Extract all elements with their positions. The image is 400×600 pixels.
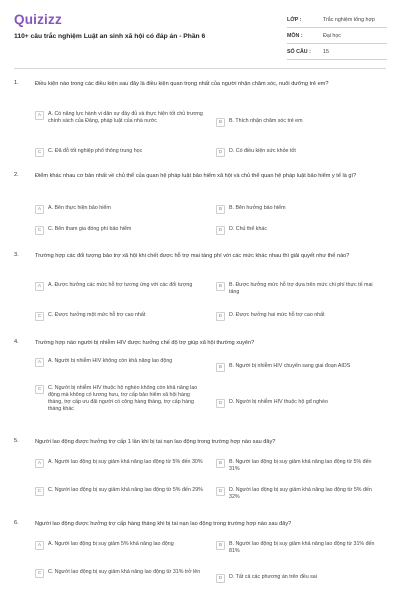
option-a[interactable] [35, 282, 205, 291]
meta-info-table [287, 12, 387, 60]
option-text: A. Bên thực hiện bảo hiểm [48, 205, 111, 211]
option-text: C. Người bị nhiễm HIV thuộc hộ nghèo không còn khả năng lao động mà không có lương hưu, trợ cấp bảo hiểm xã hội hàng tháng, trợ cấp ưu đãi người có công hàng tháng, trợ cấp hàng tháng khác [48, 385, 198, 412]
option-text: C. Bên tham gia đóng phí bảo hiểm [48, 226, 132, 232]
option-d[interactable] [216, 226, 381, 235]
option-text: B. Người bị nhiễm HIV chuyển sang giai đoạn AIDS [229, 363, 351, 369]
option-c[interactable] [35, 569, 205, 578]
option-a[interactable] [35, 111, 205, 125]
option-c[interactable] [35, 312, 205, 321]
option-letter-box: D [216, 312, 225, 321]
option-a[interactable] [35, 459, 205, 468]
option-letter-box: C [35, 385, 44, 394]
option-text: B. Thích nhận chăm sóc trẻ em [229, 118, 303, 124]
option-text: D. Tất cả các phương án trên đều sai [229, 574, 317, 580]
option-letter-box: B [216, 459, 225, 468]
option-letter-box: A [35, 205, 44, 214]
option-letter-box: C [35, 226, 44, 235]
option-letter-box: C [35, 312, 44, 321]
option-d[interactable] [216, 399, 381, 408]
meta-row-class [287, 12, 387, 28]
option-text: C. Người lao động bị suy giảm khả năng lao động từ 31% trở lên [48, 569, 201, 575]
meta-value: Đại học [323, 32, 341, 39]
option-text: A. Được hưởng các mức hỗ trợ tương ứng với các đối tượng [48, 282, 193, 288]
question-text: Điều kiện nào trong các điều kiện sau đây là điều kiện quan trọng nhất của người nhận chăm sóc, nuôi dưỡng trẻ em? [35, 81, 329, 87]
question-number: 2. [14, 172, 19, 178]
option-c[interactable] [35, 148, 205, 157]
option-b[interactable] [216, 459, 381, 473]
option-text: A. Người lao động bị suy giảm khả năng lao động từ 5% đến 30% [48, 459, 203, 465]
option-letter-box: D [216, 399, 225, 408]
question-text: Trường hợp nào người bị nhiễm HIV được hưởng chế độ trợ giúp xã hội thường xuyên? [35, 340, 255, 346]
question-3 [14, 252, 386, 328]
option-b[interactable] [216, 363, 381, 372]
question-number: 5. [14, 438, 19, 444]
option-letter-box: A [35, 459, 44, 468]
option-text: B. Được hưởng mức hỗ trợ dựa trên mức chi phí thực tế mai táng [229, 282, 373, 295]
option-letter-box: A [35, 358, 44, 367]
option-text: B. Người lao động bị suy giảm khả năng lao động từ 5% đến 31% [229, 459, 372, 472]
option-letter-box: B [216, 118, 225, 127]
option-letter-box: A [35, 541, 44, 550]
option-b[interactable] [216, 205, 381, 214]
option-d[interactable] [216, 574, 381, 583]
question-text: Trường hợp các đối tượng bảo trợ xã hội khi chết được hỗ trợ mai táng phí với các mức khác nhau thì giải quyết như thế nào? [35, 253, 350, 259]
meta-label: LỚP : [287, 16, 302, 23]
option-letter-box: B [216, 541, 225, 550]
option-letter-box: C [35, 148, 44, 157]
option-text: C. Được hưởng một mức hỗ trợ cao nhất [48, 312, 146, 318]
option-c[interactable] [35, 487, 205, 496]
question-4 [14, 339, 386, 431]
option-b[interactable] [216, 118, 381, 127]
meta-row-question-count [287, 44, 387, 60]
option-b[interactable] [216, 282, 381, 296]
meta-label: SỐ CÂU : [287, 48, 311, 55]
option-text: D. Người bị nhiễm HIV thuộc hộ gđ nghèo [229, 399, 328, 405]
option-text: D. Được hưởng hai mức hỗ trợ cao nhất [229, 312, 325, 318]
question-2 [14, 172, 386, 242]
question-number: 3. [14, 252, 19, 258]
option-letter-box: B [216, 205, 225, 214]
option-d[interactable] [216, 487, 381, 501]
quizizz-logo: Quizizz [14, 12, 62, 27]
option-c[interactable] [35, 385, 205, 413]
option-text: A. Người lao động bị suy giảm 5% khả năng lao động [48, 541, 174, 547]
meta-row-subject [287, 28, 387, 44]
option-letter-box: D [216, 487, 225, 496]
option-a[interactable] [35, 205, 205, 214]
option-letter-box: D [216, 148, 225, 157]
question-number: 1. [14, 80, 19, 86]
option-a[interactable] [35, 358, 205, 367]
option-d[interactable] [216, 148, 381, 157]
option-text: C. Đã đỗ tốt nghiệp phổ thông trung học [48, 148, 143, 154]
option-text: B. Người lao động bị suy giảm khả năng lao động từ 31% đến 81% [229, 541, 375, 554]
option-text: D. Chủ thể khác [229, 226, 267, 232]
option-text: D. Người lao động bị suy giảm khả năng lao động từ 5% đến 32% [229, 487, 372, 500]
option-letter-box: D [216, 574, 225, 583]
meta-label: MÔN : [287, 32, 303, 39]
question-text: Người lao động được hưởng trợ cấp 1 lần khi bị tai nạn lao động trong trường hợp nào sau đây? [35, 439, 276, 445]
option-letter-box: D [216, 226, 225, 235]
option-letter-box: C [35, 487, 44, 496]
question-text: Điểm khác nhau cơ bản nhất về chủ thể của quan hệ pháp luật bảo hiểm xã hội và chủ thể quan hệ pháp luật bảo hiểm y tế là gì? [35, 173, 357, 179]
option-text: A. Có năng lực hành vi dân sự đầy đủ và thực hiện tốt chủ trương chính sách của Đảng, pháp luật của nhà nước [48, 111, 203, 124]
option-d[interactable] [216, 312, 381, 321]
meta-value: 15 [323, 48, 329, 55]
option-letter-box: A [35, 111, 44, 120]
option-letter-box: C [35, 569, 44, 578]
option-text: B. Bên hưởng bảo hiểm [229, 205, 286, 211]
document-title: 110+ câu trắc nghiệm Luật an sinh xã hội có đáp án - Phần 6 [14, 33, 206, 40]
option-text: C. Người lao động bị suy giảm khả năng lao động từ 5% đến 29% [48, 487, 203, 493]
option-letter-box: A [35, 282, 44, 291]
question-1 [14, 80, 386, 160]
question-5 [14, 438, 386, 508]
option-b[interactable] [216, 541, 381, 555]
question-number: 6. [14, 520, 19, 526]
option-a[interactable] [35, 541, 205, 550]
option-text: A. Người bị nhiễm HIV không còn khả năng lao động [48, 358, 173, 364]
option-letter-box: B [216, 363, 225, 372]
header-divider [14, 68, 386, 69]
option-c[interactable] [35, 226, 205, 235]
question-text: Người lao động được hưởng trợ cấp hàng tháng khi bị tai nạn lao động trong trường hợp nào sau đây? [35, 521, 292, 527]
question-6 [14, 520, 386, 590]
option-text: D. Có điều kiện sức khỏe tốt [229, 148, 296, 154]
question-number: 4. [14, 339, 19, 345]
meta-value: Trắc nghiệm tổng hợp [323, 16, 375, 23]
option-letter-box: B [216, 282, 225, 291]
